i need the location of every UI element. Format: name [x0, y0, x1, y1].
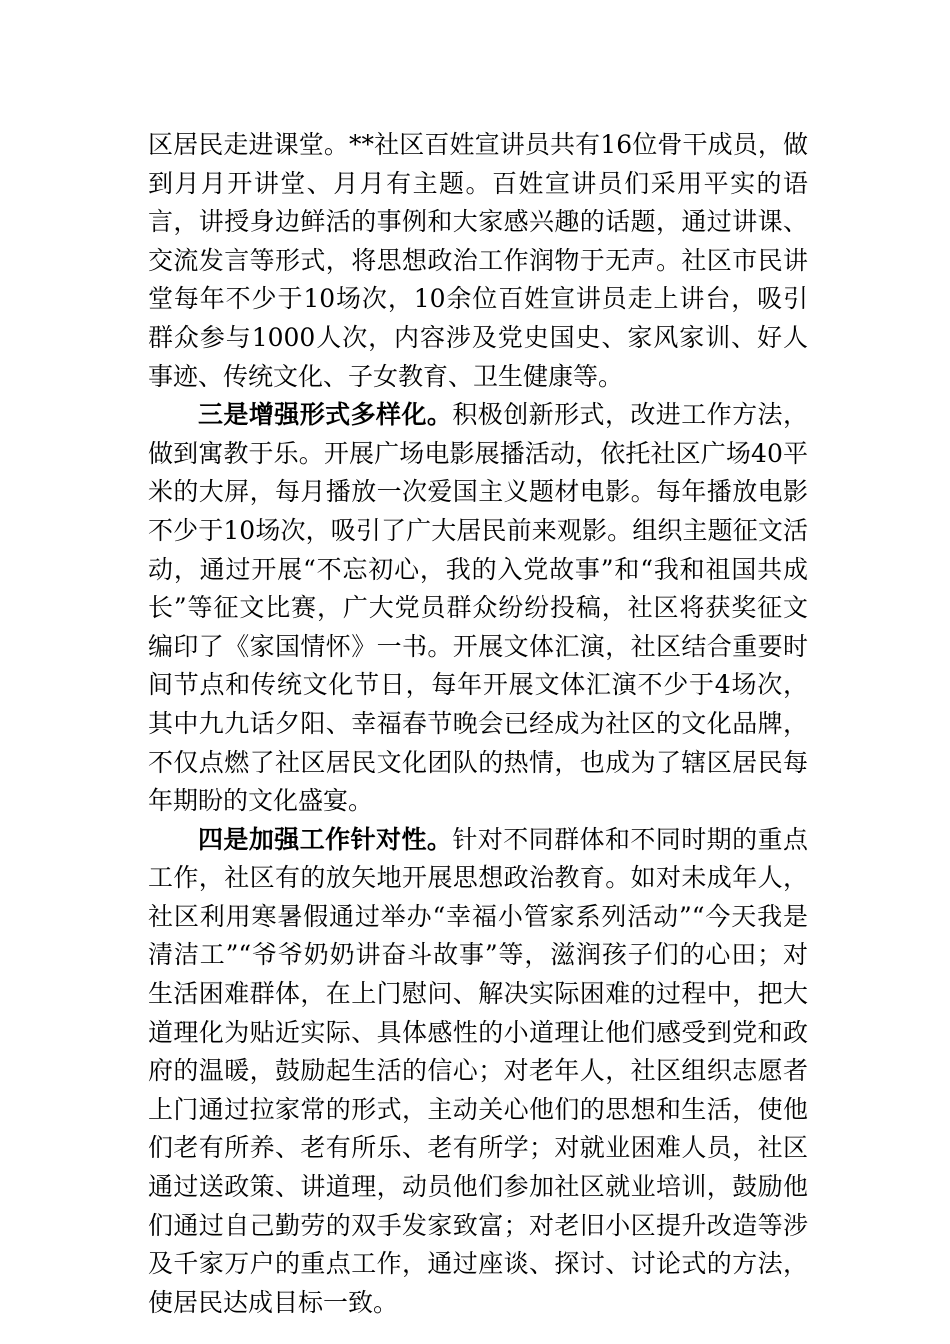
- paragraph-text: 区居民走进课堂。**社区百姓宣讲员共有16位骨干成员，做到月月开讲堂、月月有主题。百姓宣讲员们采用平实的语言，讲授身边鲜活的事例和大家感兴趣的话题，通过讲课、交流发言等形式，将思想政治工作润物于无声。社区市民讲堂每年不少于10场次，10余位百姓宣讲员走上讲台，吸引群众参与1000人次，内容涉及党史国史、家风家训、好人事迹、传统文化、子女教育、卫生健康等。: [148, 130, 808, 391]
- document-body: [148, 126, 808, 1322]
- paragraph-text: 积极创新形式，改进工作方法，做到寓教于乐。开展广场电影展播活动，依托社区广场40平米的大屏，每月播放一次爱国主义题材电影。每年播放电影不少于10场次，吸引了广大居民前来观影。组织主题征文活动，通过开展“不忘初心，我的入党故事”和“我和祖国共成长”等征文比赛，广大党员群众纷纷投稿，社区将获奖征文编印了《家国情怀》一书。开展文体汇演，社区结合重要时间节点和传统文化节日，每年开展文体汇演不少于4场次，其中九九话夕阳、幸福春节晚会已经成为社区的文化品牌，不仅点燃了社区居民文化团队的热情，也成为了辖区居民每年期盼的文化盛宴。: [148, 400, 808, 816]
- paragraph-text: 针对不同群体和不同时期的重点工作，社区有的放矢地开展思想政治教育。如对未成年人，社区利用寒暑假通过举办“幸福小管家系列活动”“今天我是清洁工”“爷爷奶奶讲奋斗故事”等，滋润孩子们的心田；对生活困难群体，在上门慰问、解决实际困难的过程中，把大道理化为贴近实际、具体感性的小道理让他们感受到党和政府的温暖，鼓励起生活的信心；对老年人，社区组织志愿者上门通过拉家常的形式，主动关心他们的思想和生活，使他们老有所养、老有所乐、老有所学；对就业困难人员，社区通过送政策、讲道理，动员他们参加社区就业培训，鼓励他们通过自己勤劳的双手发家致富；对老旧小区提升改造等涉及千家万户的重点工作，通过座谈、探讨、讨论式的方法，使居民达成目标一致。: [148, 824, 808, 1317]
- paragraph-continuation: [148, 126, 808, 396]
- paragraph-work-targeting: [148, 821, 808, 1323]
- paragraph-heading: 三是增强形式多样化。: [198, 400, 453, 430]
- paragraph-heading: 四是加强工作针对性。: [198, 824, 453, 854]
- paragraph-form-diversity: [148, 396, 808, 821]
